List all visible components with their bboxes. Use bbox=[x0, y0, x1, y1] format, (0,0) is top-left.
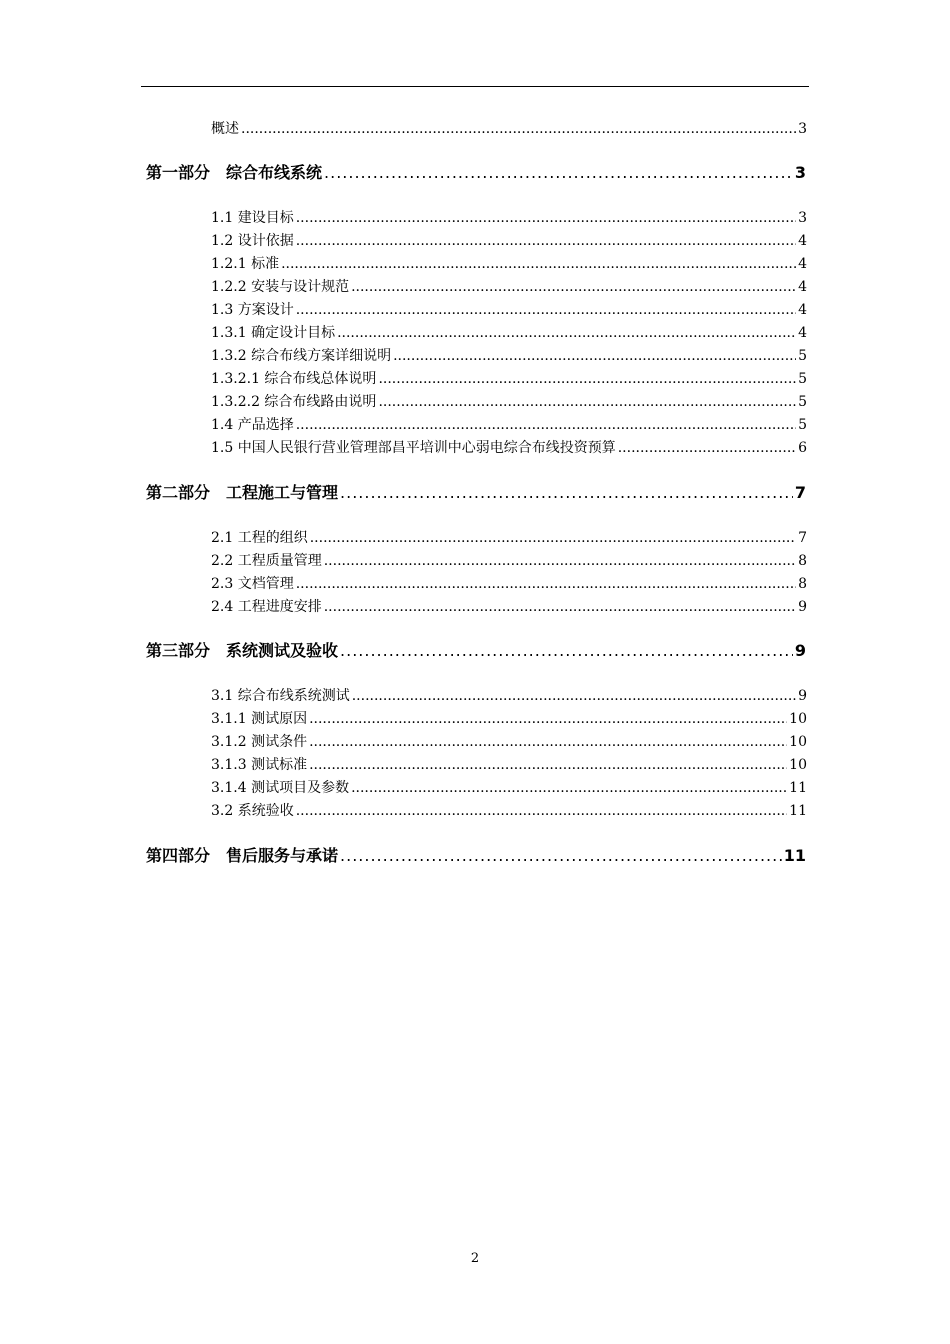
toc-entry[interactable] bbox=[211, 596, 807, 616]
toc-entry[interactable] bbox=[211, 322, 807, 342]
toc-entry[interactable] bbox=[211, 550, 807, 570]
toc-entry[interactable] bbox=[211, 253, 807, 273]
toc-entry-page: 4 bbox=[798, 233, 807, 249]
toc-part-2[interactable] bbox=[146, 480, 806, 503]
toc-entry-page: 4 bbox=[798, 256, 807, 272]
toc-entry-title: 1.3 方案设计 bbox=[211, 302, 294, 318]
header-rule bbox=[141, 86, 809, 87]
toc-entry[interactable] bbox=[211, 276, 807, 296]
toc-leader-dots bbox=[352, 688, 796, 704]
toc-leader-dots bbox=[324, 553, 796, 569]
toc-entry[interactable] bbox=[211, 391, 807, 411]
toc-part-title: 第二部分 工程施工与管理 bbox=[146, 483, 339, 502]
toc-part-title: 第一部分 综合布线系统 bbox=[146, 163, 323, 182]
toc-leader-dots bbox=[351, 279, 796, 295]
toc-leader-dots bbox=[310, 530, 796, 546]
toc-entry[interactable] bbox=[211, 685, 807, 705]
toc-leader-dots bbox=[296, 803, 787, 819]
toc-entry-title: 3.2 系统验收 bbox=[211, 803, 294, 819]
toc-entry-title: 1.2.1 标准 bbox=[211, 256, 280, 272]
toc-part-page: 7 bbox=[794, 483, 806, 502]
toc-entry-title: 3.1.4 测试项目及参数 bbox=[211, 780, 350, 796]
toc-entry-page: 5 bbox=[798, 348, 807, 364]
toc-entry-title: 1.3.2.2 综合布线路由说明 bbox=[211, 394, 377, 410]
toc-leader-dots bbox=[309, 711, 787, 727]
toc-entry-title: 2.3 文档管理 bbox=[211, 576, 294, 592]
toc-part-page: 11 bbox=[783, 846, 806, 865]
toc-part-title: 第四部分 售后服务与承诺 bbox=[146, 846, 339, 865]
toc-entry-title: 1.3.1 确定设计目标 bbox=[211, 325, 336, 341]
toc-entry-page: 7 bbox=[798, 530, 807, 546]
toc-leader-dots bbox=[296, 233, 796, 249]
toc-leader-dots bbox=[340, 641, 793, 660]
toc-entry[interactable] bbox=[211, 207, 807, 227]
toc-entry[interactable] bbox=[211, 414, 807, 434]
toc-entry-page: 4 bbox=[798, 302, 807, 318]
toc-leader-dots bbox=[296, 302, 796, 318]
toc-entry[interactable] bbox=[211, 777, 807, 797]
toc-part-page: 3 bbox=[794, 163, 806, 182]
toc-entry-page: 3 bbox=[798, 210, 807, 226]
toc-entry-page: 5 bbox=[798, 394, 807, 410]
toc-entry-page: 9 bbox=[798, 599, 807, 615]
toc-part-4[interactable] bbox=[146, 843, 806, 866]
toc-entry-page: 4 bbox=[798, 279, 807, 295]
toc-leader-dots bbox=[340, 846, 782, 865]
toc-leader-dots bbox=[324, 163, 793, 182]
toc-part-3[interactable] bbox=[146, 638, 806, 661]
toc-entry[interactable] bbox=[211, 527, 807, 547]
toc-leader-dots bbox=[378, 394, 796, 410]
toc-entry-page: 9 bbox=[798, 688, 807, 704]
toc-leader-dots bbox=[296, 576, 796, 592]
toc-entry[interactable] bbox=[211, 230, 807, 250]
toc-entry-page: 10 bbox=[789, 711, 807, 727]
toc-entry-title: 2.1 工程的组织 bbox=[211, 530, 308, 546]
toc-entry-title: 3.1 综合布线系统测试 bbox=[211, 688, 350, 704]
toc-entry-title: 1.2 设计依据 bbox=[211, 233, 294, 249]
toc-leader-dots bbox=[296, 210, 796, 226]
toc-leader-dots bbox=[337, 325, 796, 341]
toc-part-title: 第三部分 系统测试及验收 bbox=[146, 641, 339, 660]
toc-entry-page: 5 bbox=[798, 417, 807, 433]
toc-entry-title: 1.3.2 综合布线方案详细说明 bbox=[211, 348, 392, 364]
toc-leader-dots bbox=[351, 780, 787, 796]
toc-entry[interactable] bbox=[211, 800, 807, 820]
toc-entry-page: 4 bbox=[798, 325, 807, 341]
toc-entry[interactable] bbox=[211, 708, 807, 728]
page-number: 2 bbox=[470, 1251, 480, 1266]
toc-entry-page: 5 bbox=[798, 371, 807, 387]
toc-entry[interactable] bbox=[211, 437, 807, 457]
toc-leader-dots bbox=[296, 417, 796, 433]
toc-leader-dots bbox=[241, 121, 796, 137]
toc-entry-page: 11 bbox=[789, 780, 807, 796]
toc-entry-title: 3.1.3 测试标准 bbox=[211, 757, 308, 773]
toc-entry-overview[interactable] bbox=[211, 118, 807, 138]
toc-entry-title: 1.3.2.1 综合布线总体说明 bbox=[211, 371, 377, 387]
toc-entry-page: 8 bbox=[798, 576, 807, 592]
toc-leader-dots bbox=[309, 734, 787, 750]
toc-entry-page: 11 bbox=[789, 803, 807, 819]
toc-entry[interactable] bbox=[211, 368, 807, 388]
toc-entry-title: 2.4 工程进度安排 bbox=[211, 599, 322, 615]
toc-entry-title: 1.5 中国人民银行营业管理部昌平培训中心弱电综合布线投资预算 bbox=[211, 440, 616, 456]
toc-leader-dots bbox=[340, 483, 793, 502]
toc-entry-page: 10 bbox=[789, 757, 807, 773]
toc-entry[interactable] bbox=[211, 754, 807, 774]
toc-entry-title: 1.4 产品选择 bbox=[211, 417, 294, 433]
toc-entry-title: 3.1.2 测试条件 bbox=[211, 734, 308, 750]
toc-entry[interactable] bbox=[211, 345, 807, 365]
toc-entry-title: 3.1.1 测试原因 bbox=[211, 711, 308, 727]
toc-entry[interactable] bbox=[211, 299, 807, 319]
toc-entry-title: 1.2.2 安装与设计规范 bbox=[211, 279, 350, 295]
toc-entry-title: 概述 bbox=[211, 121, 239, 137]
toc-leader-dots bbox=[309, 757, 787, 773]
toc-part-1[interactable] bbox=[146, 160, 806, 183]
toc-leader-dots bbox=[324, 599, 796, 615]
toc-leader-dots bbox=[618, 440, 796, 456]
toc-entry-page: 10 bbox=[789, 734, 807, 750]
toc-leader-dots bbox=[378, 371, 796, 387]
toc-entry-page: 8 bbox=[798, 553, 807, 569]
toc-part-page: 9 bbox=[794, 641, 806, 660]
toc-leader-dots bbox=[393, 348, 796, 364]
toc-entry[interactable] bbox=[211, 731, 807, 751]
toc-entry-title: 2.2 工程质量管理 bbox=[211, 553, 322, 569]
toc-entry-page: 3 bbox=[798, 121, 807, 137]
toc-entry[interactable] bbox=[211, 573, 807, 593]
toc-entry-page: 6 bbox=[798, 440, 807, 456]
toc-leader-dots bbox=[281, 256, 796, 272]
toc-entry-title: 1.1 建设目标 bbox=[211, 210, 294, 226]
